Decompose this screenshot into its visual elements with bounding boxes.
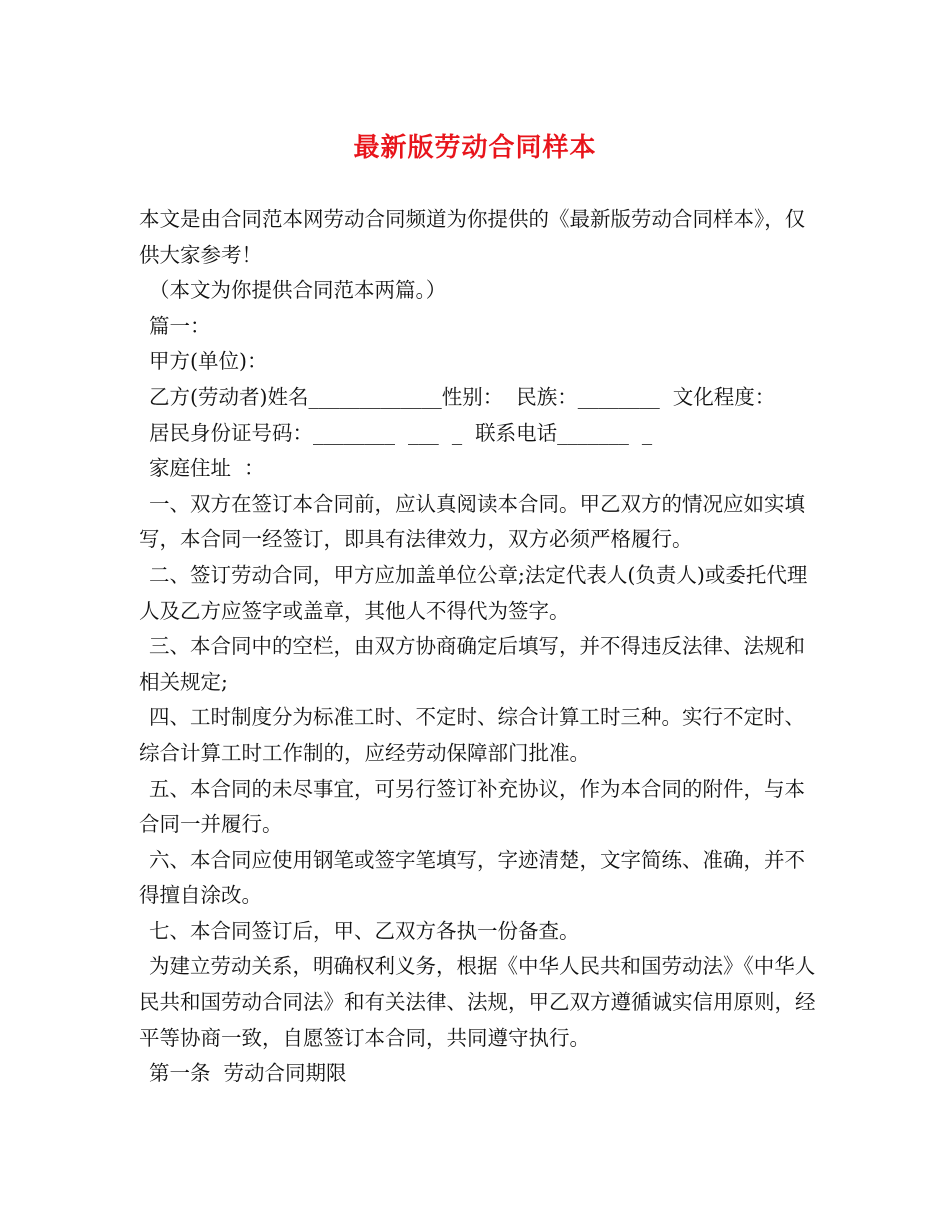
clause-6: 六、本合同应使用钢笔或签字笔填写，字迹清楚，文字简练、准确，并不得擅自涂改。 xyxy=(139,847,805,908)
clause-7: 七、本合同签订后，甲、乙双方各执一份备查。 xyxy=(149,918,580,943)
document-body xyxy=(139,202,819,1092)
party-b-field: 乙方(劳动者)姓名_____________性别： 民族：________ 文化程度： xyxy=(149,384,776,409)
clause-1: 一、双方在签订本合同前，应认真阅读本合同。甲乙双方的情况应如实填写，本合同一经签订，即具有法律效力，双方必须严格履行。 xyxy=(139,491,805,552)
intro-paragraph: 本文是由合同范本网劳动合同频道为你提供的《最新版劳动合同样本》，仅供大家参考！ xyxy=(139,207,806,267)
id-phone-field: 居民身份证号码：________ ___ _ 联系电话_______ _ xyxy=(149,420,653,445)
intro-note: （本文为你提供合同范本两篇。） xyxy=(149,278,447,303)
clause-3: 三、本合同中的空栏，由双方协商确定后填写，并不得违反法律、法规和相关规定; xyxy=(139,634,805,694)
article-1-heading: 第一条 劳动合同期限 xyxy=(149,1061,347,1086)
clause-5: 五、本合同的未尽事宜，可另行签订补充协议，作为本合同的附件，与本合同一并履行。 xyxy=(139,776,805,837)
address-field: 家庭住址 ： xyxy=(149,456,265,481)
section-heading: 篇一： xyxy=(149,313,211,338)
clause-4: 四、工时制度分为标准工时、不定时、综合计算工时三种。实行不定时、综合计算工时工作制的，应经劳动保障部门批准。 xyxy=(139,705,805,765)
party-a-field: 甲方(单位)： xyxy=(149,349,268,374)
preamble-paragraph: 为建立劳动关系，明确权利义务，根据《中华人民共和国劳动法》《中华人民共和国劳动合同法》和有关法律、法规，甲乙双方遵循诚实信用原则，经平等协商一致，自愿签订本合同，共同遵守执行。 xyxy=(139,954,816,1050)
document-title: 最新版劳动合同样本 xyxy=(353,133,597,163)
clause-2: 二、签订劳动合同，甲方应加盖单位公章;法定代表人(负责人)或委托代理人及乙方应签字或盖章，其他人不得代为签字。 xyxy=(139,562,808,623)
